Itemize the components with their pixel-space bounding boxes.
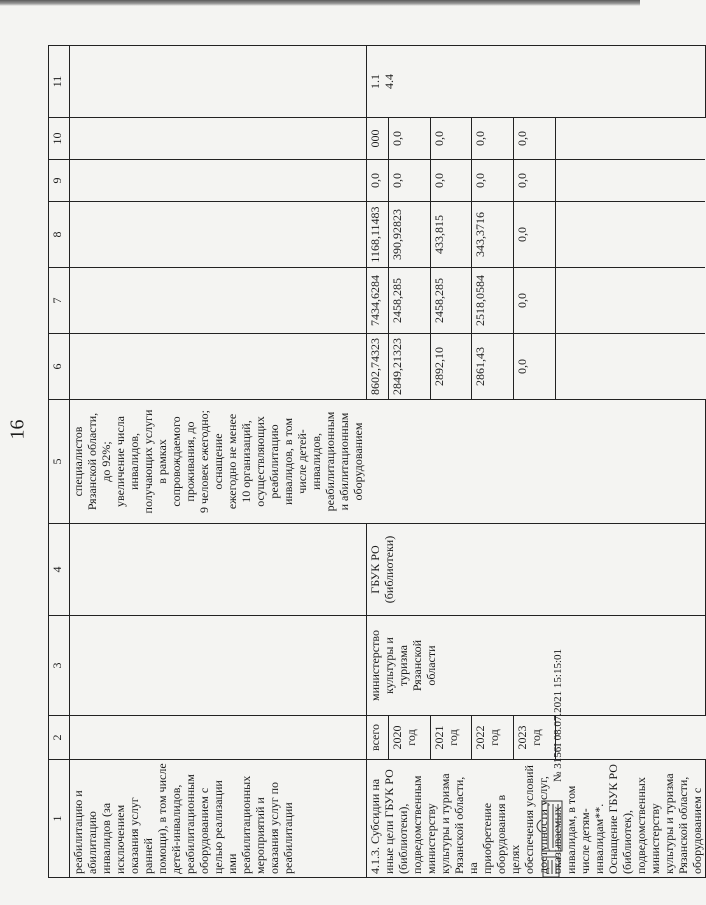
cell-empty xyxy=(70,334,367,400)
table-row-continued xyxy=(70,46,367,878)
cell-empty xyxy=(70,268,367,334)
header-cell: 6 xyxy=(49,334,70,400)
cell-value: 2518,0584 xyxy=(472,268,514,334)
cell-empty xyxy=(555,118,705,160)
cell-value: 0,0 xyxy=(430,160,472,202)
cell-description: 4.1.3. Субсидии на иные цели ГБУК РО (библиотеки), подведомственным министерству культуры и туризма Рязанской области, на приобретение оборудования в целях обеспечения условий доступности услуг, оказываемых инвалидам, в том числе детям- инвалидам**. Оснащение ГБУК РО (библиотек), подведомственных министерству культуры и туризма Рязанской области, оборудованием с xyxy=(366,760,705,878)
cell-empty xyxy=(70,202,367,268)
cell-value: 2458,285 xyxy=(430,268,472,334)
cell-value: 390,92823 xyxy=(389,202,431,268)
cell-value: 000 xyxy=(366,118,389,160)
page-number: 16 xyxy=(6,419,29,440)
cell-value: 0,0 xyxy=(513,118,555,160)
rotated-page xyxy=(44,28,704,878)
cell-value: 343,3716 xyxy=(472,202,514,268)
cell-empty xyxy=(366,400,705,524)
cell-value: 2849,21323 xyxy=(389,334,431,400)
cell-recipient: ГБУК РО (библиотеки) xyxy=(366,524,705,616)
scan-edge xyxy=(0,0,640,6)
cell-value: 0,0 xyxy=(472,118,514,160)
cell-empty xyxy=(70,160,367,202)
cell-empty xyxy=(70,524,367,616)
cell-value: 0,0 xyxy=(430,118,472,160)
cell-value: 2458,285 xyxy=(389,268,431,334)
cell-year: 2022 год xyxy=(472,716,514,760)
cell-empty xyxy=(70,118,367,160)
cell-empty xyxy=(555,268,705,334)
header-cell: 4 xyxy=(49,524,70,616)
cell-empty xyxy=(555,202,705,268)
cell-value: 0,0 xyxy=(389,118,431,160)
header-cell: 2 xyxy=(49,716,70,760)
cell-value: 8602,74323 xyxy=(366,334,389,400)
cell-value: 0,0 xyxy=(513,334,555,400)
cell-empty xyxy=(555,334,705,400)
program-table xyxy=(48,45,706,878)
cell-year: 2020 год xyxy=(389,716,431,760)
cell-empty xyxy=(70,46,367,118)
table-row xyxy=(366,46,389,878)
cell-year: 2021 год xyxy=(430,716,472,760)
header-cell: 7 xyxy=(49,268,70,334)
cell-target-indicators: 1.1 4.4 xyxy=(366,46,705,118)
cell-value: 0,0 xyxy=(513,160,555,202)
header-row xyxy=(49,46,70,878)
header-cell: 11 xyxy=(49,46,70,118)
cell-value: 2892,10 xyxy=(430,334,472,400)
cell-value: 0,0 xyxy=(513,268,555,334)
cell-value: 7434,6284 xyxy=(366,268,389,334)
document-registration-number: № 3156І 08.07.2021 15:15:01 xyxy=(552,648,564,782)
cell-value: 0,0 xyxy=(472,160,514,202)
cell-empty xyxy=(555,160,705,202)
document-stamp-icon xyxy=(542,856,560,878)
cell-value: 2861,43 xyxy=(472,334,514,400)
cell-year: всего xyxy=(366,716,389,760)
cell-value: 0,0 xyxy=(366,160,389,202)
cell-description: реабилитацию и абилитацию инвалидов (за исключением оказания услуг ранней помощи), в том числе детей-инвалидов, реабилитационным оборудованием с целью реализации ими реабилитационных мероприятий и оказания услуг по реабилитации xyxy=(70,760,367,878)
header-cell: 8 xyxy=(49,202,70,268)
cell-empty xyxy=(70,616,367,716)
header-cell: 9 xyxy=(49,160,70,202)
cell-value: 0,0 xyxy=(389,160,431,202)
header-cell: 3 xyxy=(49,616,70,716)
cell-empty xyxy=(555,716,705,760)
cell-value: 0,0 xyxy=(513,202,555,268)
cell-year: 2023 год xyxy=(513,716,555,760)
cell-indicators: специалистов Рязанской области, до 92%; увеличение числа инвалидов, получающих услуги в рамках сопровождаемого проживания, до 9 человек ежегодно; оснащение ежегодно не менее 10 организаций, осуществляющих реабилитацию инвалидов, в том числе детей- инвалидов, реабилитационным и абилитационным оборудованием xyxy=(70,400,367,524)
header-cell: 10 xyxy=(49,118,70,160)
cell-value: 1168,11483 xyxy=(366,202,389,268)
header-cell: 5 xyxy=(49,400,70,524)
header-cell: 1 xyxy=(49,760,70,878)
cell-value: 433,815 xyxy=(430,202,472,268)
registration-stamp-icon xyxy=(534,800,564,852)
cell-empty xyxy=(70,716,367,760)
cell-executor: министерство культуры и туризма Рязанской области xyxy=(366,616,705,716)
